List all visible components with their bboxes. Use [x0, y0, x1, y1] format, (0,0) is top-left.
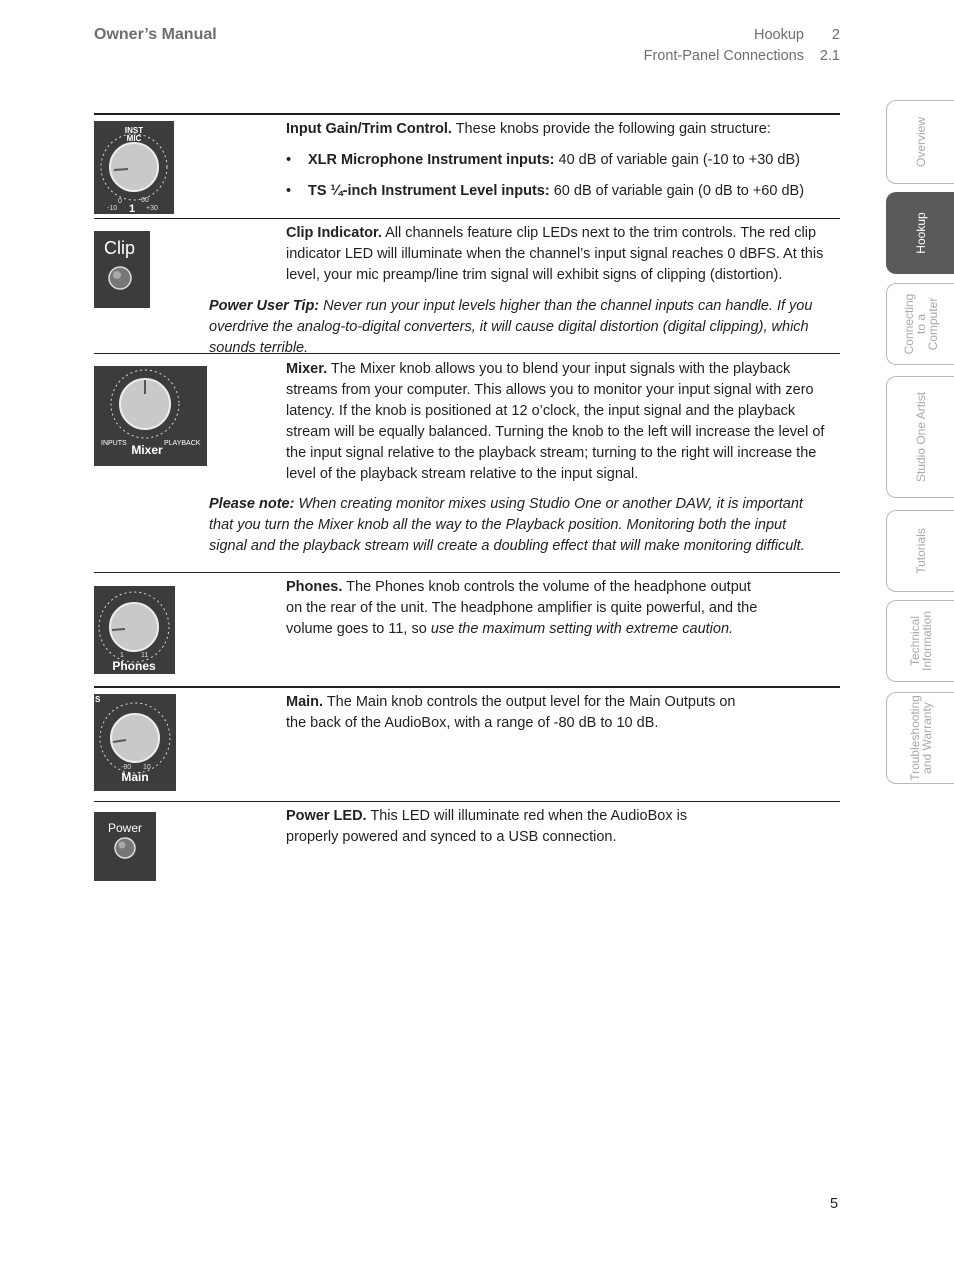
tab-troubleshooting-and-warranty[interactable]: [886, 692, 954, 784]
tab-label: Troubleshooting and Warranty: [908, 695, 934, 781]
main-knob-image: [94, 694, 176, 791]
mixer-knob-image: [94, 366, 207, 466]
gain-knob-image: [94, 121, 174, 214]
knob-pointer: [112, 629, 125, 630]
mixer-playback-label: PLAYBACK: [164, 440, 201, 447]
knob: [111, 714, 159, 762]
main-description: [286, 692, 736, 734]
inst-label: INST: [124, 126, 144, 135]
tab-label: Connecting to a Computer: [902, 293, 940, 355]
section-divider: [94, 686, 840, 688]
page-number: 5: [830, 1196, 839, 1212]
power-description: [286, 806, 696, 848]
mixer-body: The Mixer knob allows you to blend your input signals with the playback streams from your computer. This allows you to monitor your input signal with zero latency. If the knob is positioned at 12 o’clock, the input signal and the playback stream will be equally balanced. Turning the knob to the left will increase the level of the input signal relative to the playback stream; turning to the right will increase the level of the playback stream relative to the input signal.: [286, 361, 825, 482]
gain-body: These knobs provide the following gain structure:: [451, 121, 771, 137]
note-label: Please note:: [209, 496, 295, 512]
tip-text: Never run your input levels higher than the channel inputs can handle. If you overdrive the analog-to-digital converters, it will cause digital distortion (digital clipping), which sounds terrible.: [209, 298, 813, 356]
subsection-heading: [644, 48, 840, 64]
bullet-ts: [286, 181, 804, 202]
clip-led-image: [94, 231, 150, 308]
main-title: Main.: [286, 694, 324, 710]
section-divider: [94, 353, 840, 354]
clip-body: All channels feature clip LEDs next to the trim controls. The red clip indicator LED will illuminate when the channel’s input signal reaches 0 dBFS. At this level, your mic preamp/line trim signal will exhibit signs of clipping (distortion).: [286, 225, 824, 283]
power-user-tip: [209, 296, 839, 359]
tab-studio-one-artist[interactable]: [886, 376, 954, 498]
tab-tutorials[interactable]: [886, 510, 954, 592]
main-body: The Main knob controls the output level for the Main Outputs on the back of the AudioBox, with a range of -80 dB to 10 dB.: [286, 694, 736, 731]
subsection-name: Front-Panel Connections: [643, 48, 804, 64]
section-divider: [94, 218, 840, 219]
tab-overview[interactable]: [886, 100, 954, 184]
phones-title: Phones.: [286, 579, 343, 595]
main-min-label: -80: [121, 764, 132, 771]
power-body: This LED will illuminate red when the AudioBox is properly powered and synced to a USB connection.: [286, 808, 688, 845]
power-title: Power LED.: [286, 808, 367, 824]
phones-description: [286, 577, 770, 640]
section-divider: [94, 572, 840, 573]
tab-label: Studio One Artist: [914, 391, 928, 483]
bullet-xlr-text: 40 dB of variable gain (-10 to +30 dB): [554, 152, 800, 168]
section-divider: [94, 801, 840, 802]
gain-title: Input Gain/Trim Control.: [286, 121, 452, 137]
scale-max-label: +30: [146, 205, 158, 212]
phones-caution: use the maximum setting with extreme caution.: [430, 621, 734, 637]
phones-label: Phones: [112, 659, 156, 673]
mixer-inputs-label: INPUTS: [101, 440, 127, 447]
bullet-marker: •: [286, 183, 292, 199]
bullet-ts-text: 60 dB of variable gain (0 dB to +60 dB): [549, 183, 805, 199]
panel-edge-label: S: [95, 695, 101, 704]
mixer-title: Mixer.: [286, 361, 328, 377]
clip-label: Clip: [104, 238, 136, 258]
gain-description: [286, 119, 834, 140]
section-heading: [754, 27, 840, 43]
phones-min-label: 1: [120, 652, 124, 659]
scale-zero-label: 0: [118, 198, 122, 205]
scale-sixty-label: 60: [141, 197, 149, 204]
knob-pointer: [114, 169, 128, 170]
bullet-xlr-title: XLR Microphone Instrument inputs:: [308, 152, 555, 168]
section-number: 2: [831, 27, 840, 43]
mixer-label: Mixer: [131, 443, 163, 457]
tab-label: Tutorials: [914, 528, 928, 574]
clip-description: [286, 223, 834, 286]
power-led: [115, 838, 135, 858]
bullet-ts-title: TS ¼-inch Instrument Level inputs:: [308, 183, 550, 199]
scale-min-label: -10: [107, 205, 118, 212]
main-label: Main: [121, 770, 149, 784]
channel-number: 1: [128, 203, 136, 214]
main-max-label: 10: [143, 764, 151, 771]
power-led-image: [94, 812, 156, 881]
subsection-number: 2.1: [819, 48, 840, 64]
section-name: Hookup: [754, 27, 804, 43]
bullet-marker: •: [286, 152, 292, 168]
clip-title: Clip Indicator.: [286, 225, 382, 241]
led-highlight: [119, 842, 126, 849]
note-text: When creating monitor mixes using Studio One or another DAW, it is important that you turn the Mixer knob all the way to the Playback position. Monitoring both the input signal and the playback stream will create a doubling effect that will make monitoring difficult.: [209, 496, 805, 554]
tip-label: Power User Tip:: [209, 298, 320, 314]
power-label: Power: [107, 821, 143, 835]
led-highlight: [113, 271, 121, 279]
phones-body: The Phones knob controls the volume of the headphone output on the rear of the unit. The headphone amplifier is quite powerful, and the volume goes to 11, so: [286, 579, 758, 637]
please-note: [209, 494, 811, 557]
section-divider: [94, 113, 840, 115]
tab-label: Hookup: [914, 212, 928, 254]
tab-technical-information[interactable]: [886, 600, 954, 682]
knob: [110, 143, 158, 191]
tab-connecting-to-a-computer[interactable]: [886, 283, 954, 365]
clip-led: [109, 267, 131, 289]
tab-hookup[interactable]: [886, 192, 954, 274]
tab-label: Technical Information: [908, 610, 934, 672]
bullet-xlr: [286, 150, 800, 171]
knob: [110, 603, 158, 651]
phones-knob-image: [94, 586, 175, 674]
mic-label: MIC: [126, 134, 142, 143]
tab-label: Overview: [914, 116, 928, 168]
phones-max-label: 11: [141, 652, 149, 659]
manual-title: Owner’s Manual: [94, 26, 217, 43]
mixer-description: [286, 359, 834, 485]
